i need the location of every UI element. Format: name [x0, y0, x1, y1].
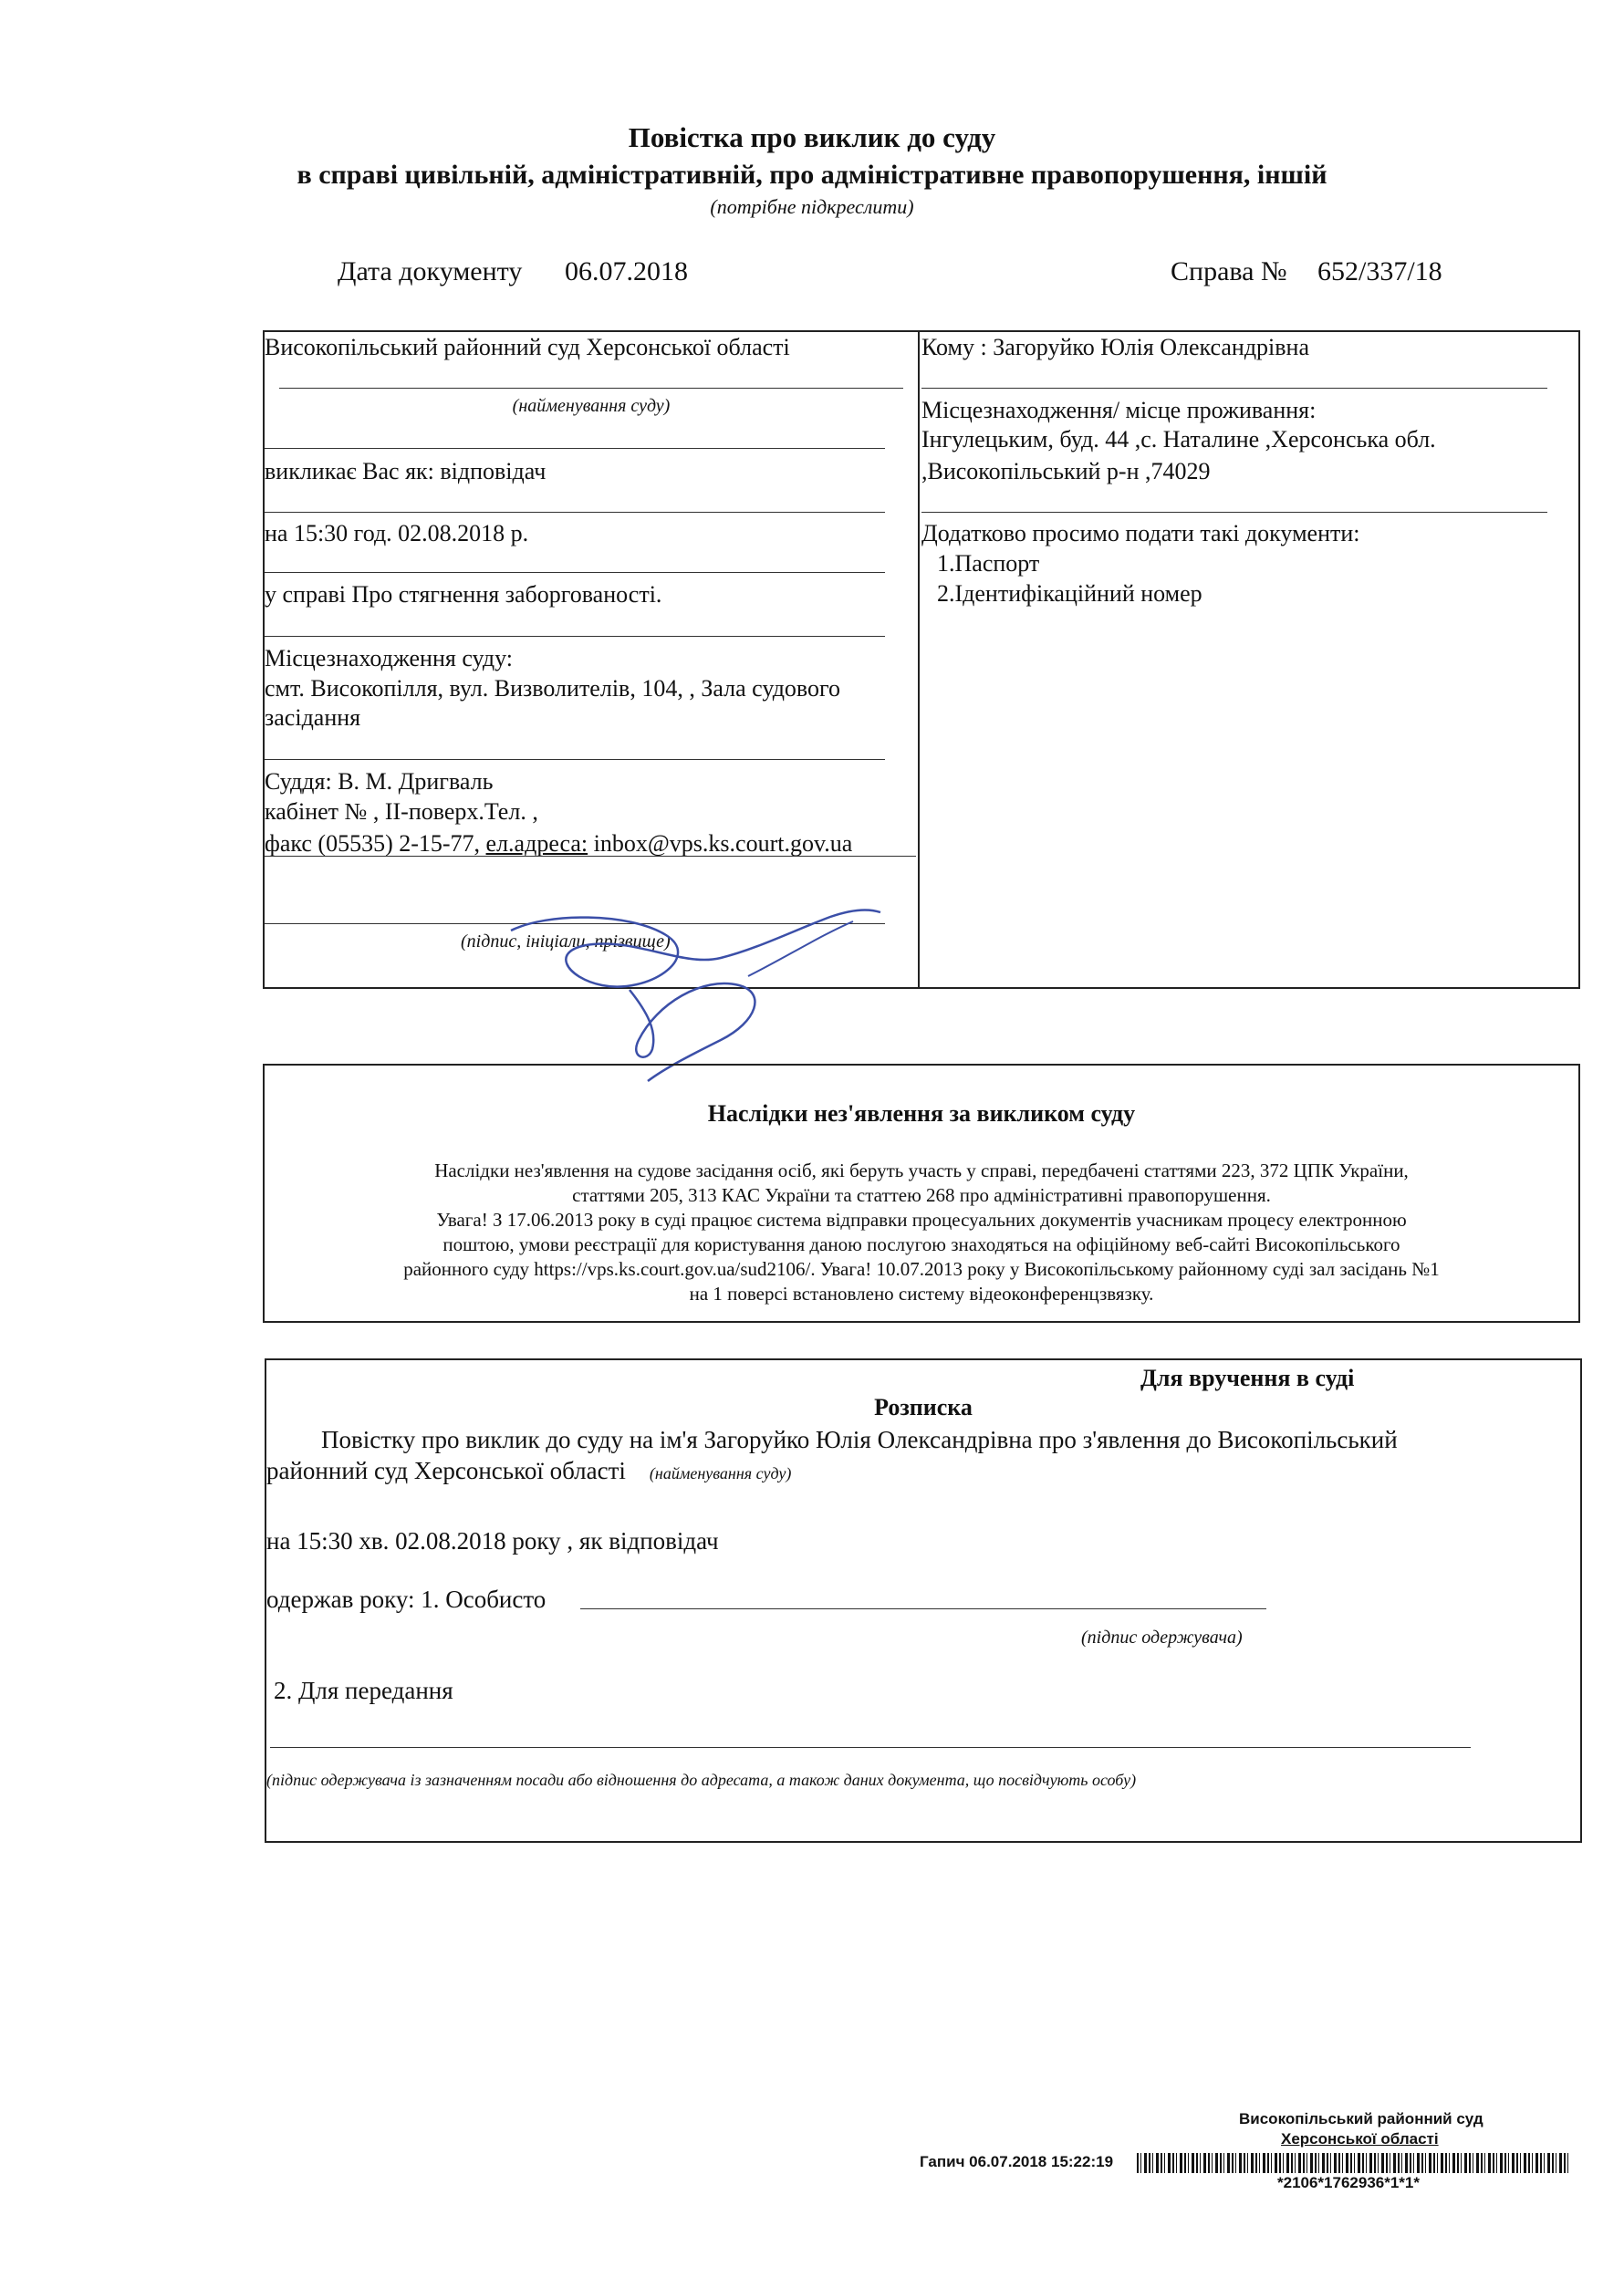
notice-text: на 1 поверсі встановлено систему відеоконференцзвязку.	[689, 1283, 1154, 1305]
document-subtitle: в справі цивільній, адміністративній, про адміністративне правопорушення, іншій	[297, 160, 1327, 190]
receipt-title: Розписка	[874, 1394, 973, 1420]
court-name-line	[279, 388, 903, 389]
barcode	[1137, 2153, 1571, 2173]
email: inbox@vps.ks.court.gov.ua	[588, 830, 853, 857]
residence-line1: Інгулецьким, буд. 44 ,с. Наталине ,Херсонська обл.	[921, 426, 1436, 452]
contact-info	[265, 830, 852, 858]
consequences-text: Наслідки нез'явлення на судове засідання осіб, які беруть участь у справі, передбачені статтями 223, 372 ЦПК України,	[434, 1160, 1409, 1181]
barcode-text: *2106*1762936*1*1*	[1277, 2174, 1420, 2191]
receipt-court-caption: (найменування суду)	[649, 1464, 792, 1482]
docs-label: Додатково просимо подати такі документи:	[921, 520, 1360, 546]
consequences-title: Наслідки нез'явлення за викликом суду	[707, 1100, 1136, 1127]
rule	[265, 572, 885, 573]
for-transfer: 2. Для передання	[274, 1677, 453, 1704]
transfer-caption: (підпис одержувача із зазначенням посади або відношення до адресата, а також даних документа, що посвідчують особу)	[266, 1771, 1137, 1789]
hearing-time: на 15:30 год. 02.08.2018 р.	[265, 520, 529, 546]
receipt-court: районний суд Херсонської області	[266, 1457, 626, 1484]
rule	[921, 512, 1547, 513]
rule	[265, 636, 885, 637]
transfer-signature-line	[270, 1747, 1471, 1748]
recipient: Кому : Загоруйко Юлія Олександрівна	[921, 334, 1310, 360]
case-subject: у справі Про стягнення заборгованості.	[265, 581, 662, 608]
subtitle-note: (потрібне підкреслити)	[710, 195, 914, 218]
receipt-line2	[266, 1457, 791, 1487]
column-divider	[918, 330, 920, 989]
residence-line2: ,Високопільський р-н ,74029	[921, 458, 1211, 484]
consequences-text: статтями 205, 313 КАС України та статтею 268 про адміністративні правопорушення.	[572, 1184, 1271, 1206]
signature	[493, 894, 885, 1086]
rule	[265, 759, 885, 760]
doc-item: 1.Паспорт	[937, 550, 1040, 577]
residence-label: Місцезнаходження/ місце проживання:	[921, 397, 1317, 423]
court-location-line1: смт. Високопілля, вул. Визволителів, 104, , Зала судового	[265, 675, 841, 702]
case-number-label: Справа №	[1171, 256, 1287, 286]
court-name: Високопільський районний суд Херсонської області	[265, 334, 790, 360]
case-number: 652/337/18	[1317, 256, 1442, 286]
fax: факс (05535) 2-15-77,	[265, 830, 486, 857]
court-location-line2: засідання	[265, 704, 361, 731]
rule	[265, 448, 885, 449]
notice-text: поштою, умови реєстрації для користування даною послугою знаходяться на офіційному веб-сайті Високопільського	[442, 1233, 1400, 1255]
doc-item: 2.Ідентифікаційний номер	[937, 580, 1202, 607]
document-date: 06.07.2018	[565, 256, 688, 286]
rule	[265, 512, 885, 513]
rule	[921, 388, 1547, 389]
for-delivery-label: Для вручення в суді	[1140, 1365, 1355, 1391]
footer-court: Високопільський районний суд	[1239, 2110, 1483, 2127]
court-location-label: Місцезнаходження суду:	[265, 645, 513, 671]
footer-stamp: Гапич 06.07.2018 15:22:19	[920, 2153, 1114, 2170]
received-personally: одержав року: 1. Особисто	[266, 1586, 547, 1613]
recipient-signature-caption: (підпис одержувача)	[1081, 1628, 1243, 1648]
footer-region: Херсонської області	[1281, 2130, 1439, 2148]
court-name-caption: (найменування суду)	[512, 396, 671, 416]
notice-text: районного суду https://vps.ks.court.gov.ua/sud2106/. Увага! 10.07.2013 року у Високопільському районному суді зал засідань №1	[403, 1258, 1440, 1280]
notice-text: Увага! З 17.06.2013 року в суді працює система відправки процесуальних документів учасникам процесу електронною	[436, 1209, 1407, 1231]
cabinet-info: кабінет № , II-поверх.Тел. ,	[265, 798, 538, 825]
signature-caption: (підпис, ініціали, прізвище)	[461, 931, 671, 952]
receipt-line1: Повістку про виклик до суду на ім'я Загоруйко Юлія Олександрівна про з'явлення до Високопільський	[321, 1426, 1398, 1453]
document-date-label: Дата документу	[338, 256, 523, 286]
email-label: ел.адреса:	[485, 830, 588, 857]
rule	[265, 856, 916, 857]
summoned-as: викликає Вас як: відповідач	[265, 458, 547, 484]
judge-name: Суддя: В. М. Дригваль	[265, 768, 494, 795]
receipt-time: на 15:30 хв. 02.08.2018 року , як відповідач	[266, 1527, 719, 1555]
recipient-signature-line	[580, 1608, 1266, 1609]
document-title: Повістка про виклик до суду	[628, 121, 996, 153]
